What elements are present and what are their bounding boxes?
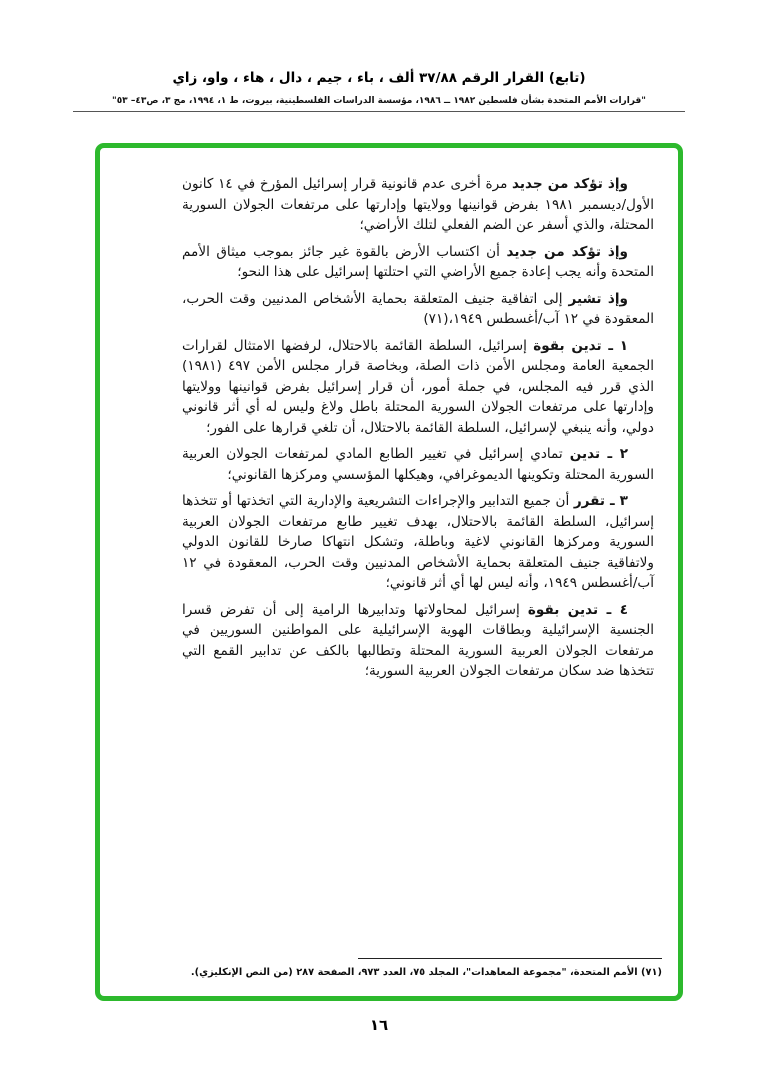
paragraph-lead: وإذ تشير bbox=[568, 290, 628, 307]
paragraph-lead: وإذ تؤكد من جديد bbox=[512, 176, 628, 192]
footnote-rule bbox=[358, 958, 662, 959]
resolution-text bbox=[182, 174, 654, 688]
paragraph-lead: ٢ ـ تدين bbox=[569, 446, 628, 462]
paragraph-lead: ١ ـ تدين بقوة bbox=[533, 337, 628, 354]
footnote-area bbox=[110, 958, 662, 980]
paragraph-operative-2 bbox=[182, 444, 654, 485]
footnote: (٧١) الأمم المتحدة، "مجموعة المعاهدات"، المجلد ٧٥، العدد ٩٧٣، الصفحة ٢٨٧ (من النص الإنكليزي). bbox=[190, 967, 662, 978]
paragraph-lead: ٣ ـ تقرر bbox=[573, 493, 628, 509]
header-rule bbox=[73, 111, 685, 112]
header-title: (تابع) القرار الرقم ٣٧/٨٨ ألف ، باء ، جيم ، دال ، هاء ، واو، زاي bbox=[172, 70, 586, 86]
paragraph-preamble-2 bbox=[182, 242, 654, 283]
document-border-box bbox=[95, 143, 683, 1001]
paragraph-text: أن جميع التدابير والإجراءات التشريعية والإدارية التي اتخذتها أو تتخذها إسرائيل، السلطة القائمة بالاحتلال، بهدف تغيير طابع مرتفعات الجولان العربية السورية ومركزها القانوني لاغية وباطلة، وتشكل انتهاكا صارخا للقانون الدولي ولاتفاقية جنيف المتعلقة بحماية الأشخاص المدنيين وقت الحرب، المعقودة في ١٢ آب/أغسطس ١٩٤٩، وأنه ليس لها أي أثر قانوني؛ bbox=[182, 493, 654, 591]
page-number: ١٦ bbox=[369, 1016, 389, 1034]
paragraph-text: إلى اتفاقية جنيف المتعلقة بحماية الأشخاص المدنيين وقت الحرب، المعقودة في ١٢ آب/أغسطس ١٩٤٩،(٧١) bbox=[182, 290, 654, 327]
paragraph-operative-3 bbox=[182, 491, 654, 594]
paragraph-text: أن اكتساب الأرض بالقوة غير جائز بموجب ميثاق الأمم المتحدة وأنه يجب إعادة جميع الأراضي التي احتلتها إسرائيل على هذا النحو؛ bbox=[182, 243, 654, 280]
paragraph-operative-1 bbox=[182, 336, 654, 439]
paragraph-text: تمادي إسرائيل في تغيير الطابع المادي لمرتفعات الجولان العربية السورية المحتلة وتكوينها الديموغرافي، وهيكلها المؤسسي ومركزها القانوني؛ bbox=[182, 446, 654, 483]
header-source: "قرارات الأمم المتحدة بشأن فلسطين ١٩٨٢ ــ ١٩٨٦، مؤسسة الدراسات الفلسطينية، بيروت، ط ١، ١٩٩٤، مج ٣، ص٤٣– ٥٣" bbox=[111, 96, 646, 106]
paragraph-lead: وإذ تؤكد من جديد bbox=[506, 243, 628, 260]
paragraph-operative-4 bbox=[182, 600, 654, 682]
document-header bbox=[0, 70, 758, 112]
paragraph-preamble-3 bbox=[182, 289, 654, 330]
paragraph-text: إسرائيل، السلطة القائمة بالاحتلال، لرفضها الامتثال لقرارات الجمعية العامة ومجلس الأمن ذات الصلة، وبخاصة قرار مجلس الأمن ٤٩٧ (١٩٨١) الذي قرر فيه المجلس، في جملة أمور، أن قرار إسرائيل بفرض قوانينها وولايتها وإدارتها على مرتفعات الجولان السورية المحتلة باطل ولاغ وليس له أي أثر قانوني دولي، وأنه ينبغي لإسرائيل، السلطة القائمة بالاحتلال، أن تلغي قرارها على الفور؛ bbox=[182, 337, 654, 436]
paragraph-text: مرة أخرى عدم قانونية قرار إسرائيل المؤرخ في ١٤ كانون الأول/ديسمبر ١٩٨١ بفرض قوانينها وولايتها وإدارتها على مرتفعات الجولان السورية المحتلة، والذي أسفر عن الضم الفعلي لتلك الأراضي؛ bbox=[182, 176, 655, 233]
paragraph-preamble-1 bbox=[182, 174, 654, 236]
paragraph-text: إسرائيل لمحاولاتها وتدابيرها الرامية إلى أن تفرض قسرا الجنسية الإسرائيلية وبطاقات الهوية الإسرائيلية على المواطنين السوريين في مرتفعات الجولان العربية السورية المحتلة وتطالبها بالكف عن تدابير القمع التي تتخذها ضد سكان مرتفعات الجولان العربية السورية؛ bbox=[182, 601, 654, 679]
paragraph-lead: ٤ ـ تدين بقوة bbox=[527, 601, 629, 618]
